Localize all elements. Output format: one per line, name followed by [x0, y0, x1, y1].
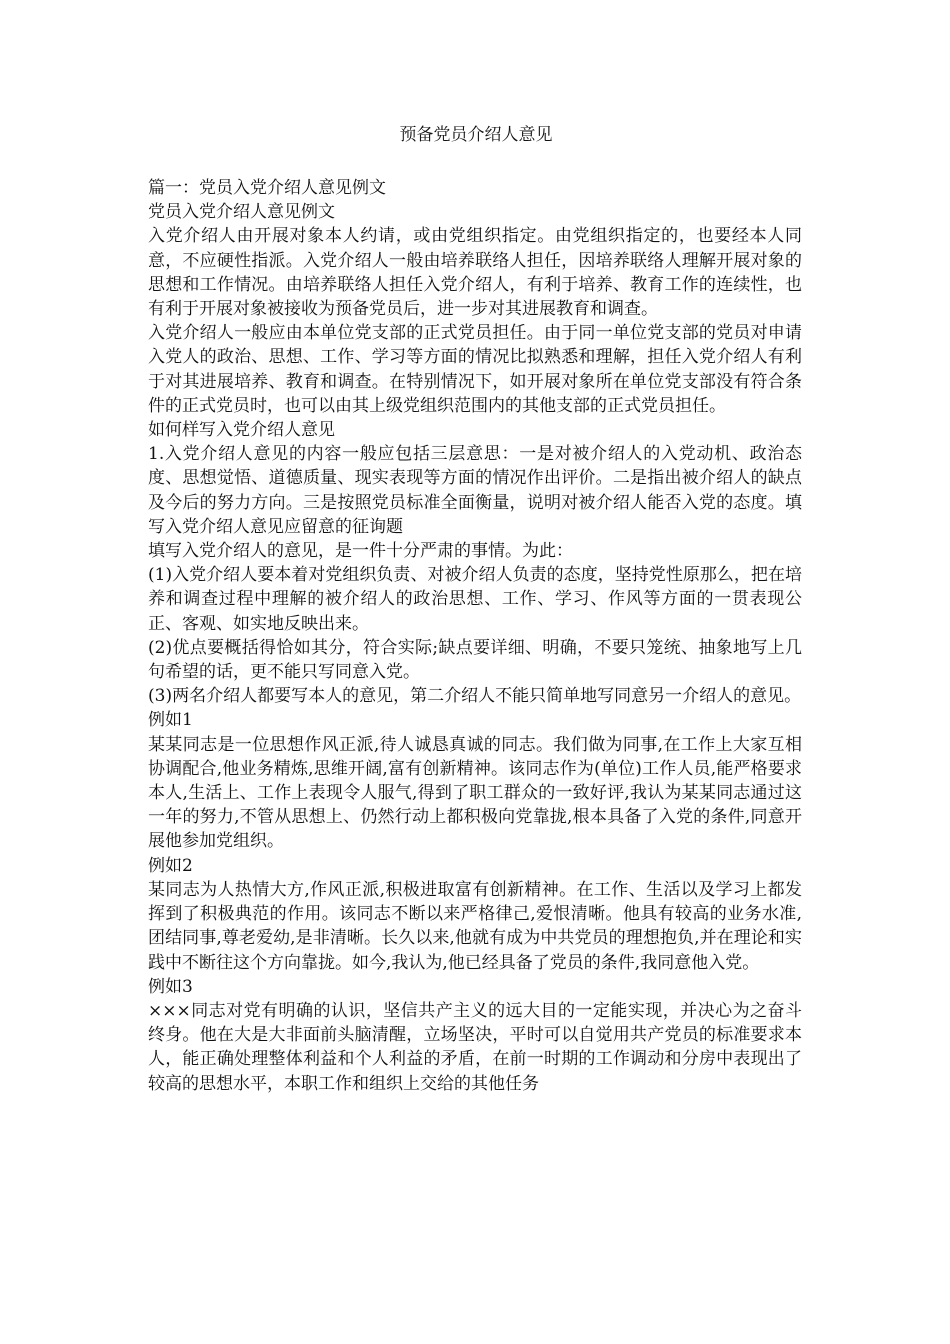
- list-item: (1)入党介绍人要本着对党组织负责、对被介绍人负责的态度，坚持党性原那么，把在培养和调查过程中理解的被介绍人的政治思想、工作、学习、作风等方面的一贯表现公正、客观、如实地反映出来。: [148, 565, 802, 634]
- document-title: 预备党员介绍人意见: [399, 125, 553, 145]
- document-page: [148, 120, 802, 1096]
- body-paragraph: 1.入党介绍人意见的内容一般应包括三层意思：一是对被介绍人的入党动机、政治态度、思想觉悟、道德质量、现实表现等方面的情况作出评价。二是指出被介绍人的缺点及今后的努力方向。三是按照党员标准全面衡量，说明对被介绍人能否入党的态度。填写入党介绍人意见应留意的征询题: [148, 444, 802, 537]
- document-body: [148, 176, 802, 1096]
- example-heading: 例如3: [148, 976, 193, 997]
- section-subheading: 党员入党介绍人意见例文: [148, 202, 335, 223]
- body-paragraph: 入党介绍人一般应由本单位党支部的正式党员担任。由于同一单位党支部的党员对申请入党人的政治、思想、工作、学习等方面的情况比拟熟悉和理解，担任入党介绍人有利于对其进展培养、教育和调查。在特别情况下，如开展对象所在单位党支部没有符合条件的正式党员时，也可以由其上级党组织范围内的其他支部的正式党员担任。: [148, 323, 802, 416]
- example-paragraph: 某同志为人热情大方,作风正派,积极进取富有创新精神。在工作、生活以及学习上都发挥到了积极典范的作用。该同志不断以来严格律己,爱恨清晰。他具有较高的业务水准,团结同事,尊老爱幼,是非清晰。长久以来,他就有成为中共党员的理想抱负,并在理论和实践中不断往这个方向靠拢。如今,我认为,他已经具备了党员的条件,我同意他入党。: [148, 879, 802, 973]
- list-item: (3)两名介绍人都要写本人的意见，第二介绍人不能只简单地写同意另一介绍人的意见。: [148, 686, 802, 707]
- example-heading: 例如1: [148, 710, 193, 731]
- body-paragraph: 入党介绍人由开展对象本人约请，或由党组织指定。由党组织指定的，也要经本人同意，不应硬性指派。入党介绍人一般由培养联络人担任，因培养联络人理解开展对象的思想和工作情况。由培养联络人担任入党介绍人，有利于培养、教育工作的连续性，也有利于开展对象被接收为预备党员后，进一步对其进展教育和调查。: [148, 226, 802, 320]
- example-heading: 例如2: [148, 855, 193, 876]
- section-heading: 篇一：党员入党介绍人意见例文: [148, 178, 386, 198]
- example-paragraph: ×××同志对党有明确的认识，坚信共产主义的远大目的一定能实现，并决心为之奋斗终身。他在大是大非面前头脑清醒，立场坚决，平时可以自觉用共产党员的标准要求本人，能正确处理整体利益和个人利益的矛盾，在前一时期的工作调动和分房中表现出了较高的思想水平，本职工作和组织上交给的其他任务: [148, 1000, 802, 1094]
- list-item: (2)优点要概括得恰如其分，符合实际;缺点要详细、明确，不要只笼统、抽象地写上几句希望的话，更不能只写同意入党。: [148, 637, 802, 683]
- example-paragraph: 某某同志是一位思想作风正派,待人诚恳真诚的同志。我们做为同事,在工作上大家互相协调配合,他业务精炼,思维开阔,富有创新精神。该同志作为(单位)工作人员,能严格要求本人,生活上、工作上表现令人服气,得到了职工群众的一致好评,我认为某某同志通过这一年的努力,不管从思想上、仍然行动上都积极向党靠拢,根本具备了入党的条件,同意开展他参加党组织。: [148, 734, 802, 852]
- body-paragraph: 填写入党介绍人的意见，是一件十分严肃的事情。为此：: [148, 541, 573, 562]
- section-subheading: 如何样写入党介绍人意见: [148, 420, 335, 441]
